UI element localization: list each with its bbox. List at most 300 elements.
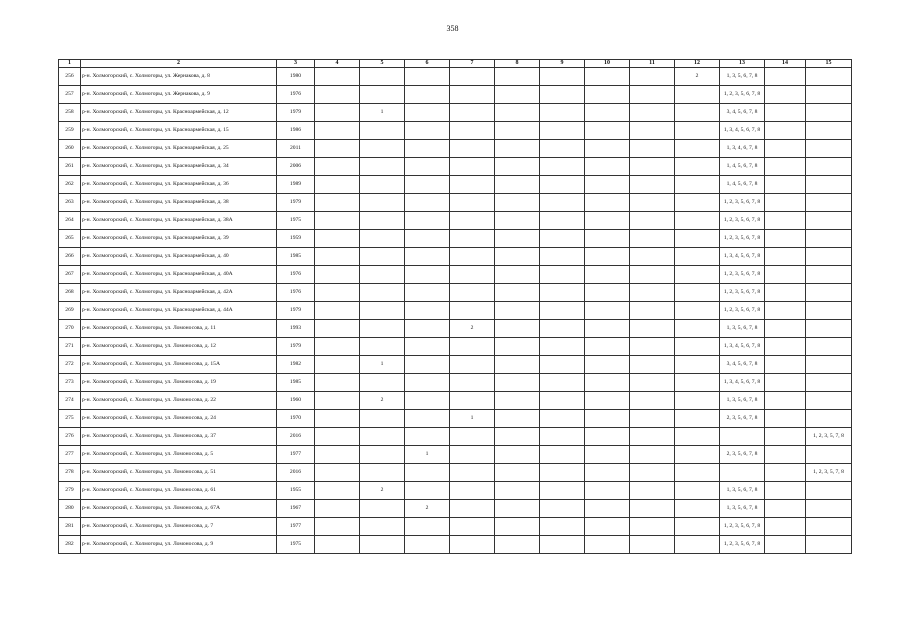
col8-cell <box>495 212 540 230</box>
col4-cell <box>315 194 360 212</box>
col12-cell <box>675 392 720 410</box>
column-header-10: 10 <box>585 60 630 68</box>
address-cell: р-н. Холмогорский, с. Холмогоры, ул. Красноармейская, д. 42А <box>81 284 277 302</box>
row-number: 257 <box>59 86 81 104</box>
col13-cell: 1, 3, 5, 6, 7, 8 <box>720 392 765 410</box>
col11-cell <box>630 212 675 230</box>
row-number: 262 <box>59 176 81 194</box>
col14-cell <box>765 248 806 266</box>
row-number: 261 <box>59 158 81 176</box>
col8-cell <box>495 410 540 428</box>
year-cell: 1989 <box>277 176 315 194</box>
col12-cell <box>675 230 720 248</box>
col13-cell <box>720 428 765 446</box>
col14-cell <box>765 176 806 194</box>
table-row <box>59 392 852 410</box>
address-cell: р-н. Холмогорский, с. Холмогоры, ул. Ломоносова, д. 51 <box>81 464 277 482</box>
col12-cell <box>675 428 720 446</box>
col11-cell <box>630 194 675 212</box>
year-cell: 2011 <box>277 140 315 158</box>
col4-cell <box>315 446 360 464</box>
col12-cell <box>675 158 720 176</box>
col10-cell <box>585 374 630 392</box>
col9-cell <box>540 230 585 248</box>
col12-cell <box>675 302 720 320</box>
col10-cell <box>585 446 630 464</box>
address-cell: р-н. Холмогорский, с. Холмогоры, ул. Ломоносова, д. 12 <box>81 338 277 356</box>
row-number: 273 <box>59 374 81 392</box>
col4-cell <box>315 320 360 338</box>
col8-cell <box>495 518 540 536</box>
col12-cell <box>675 482 720 500</box>
col15-cell <box>806 140 852 158</box>
year-cell: 1967 <box>277 500 315 518</box>
col8-cell <box>495 320 540 338</box>
col15-cell <box>806 68 852 86</box>
table-row <box>59 176 852 194</box>
col6-cell <box>405 464 450 482</box>
table-row <box>59 86 852 104</box>
col15-cell <box>806 284 852 302</box>
col8-cell <box>495 464 540 482</box>
col13-cell: 1, 3, 4, 6, 7, 8 <box>720 140 765 158</box>
col11-cell <box>630 284 675 302</box>
col11-cell <box>630 410 675 428</box>
col7-cell <box>450 176 495 194</box>
col8-cell <box>495 374 540 392</box>
address-cell: р-н. Холмогорский, с. Холмогоры, ул. Ломоносова, д. 9 <box>81 536 277 554</box>
col9-cell <box>540 356 585 374</box>
year-cell: 1975 <box>277 536 315 554</box>
col7-cell <box>450 338 495 356</box>
year-cell: 1979 <box>277 194 315 212</box>
col5-cell <box>360 374 405 392</box>
row-number: 279 <box>59 482 81 500</box>
col13-cell: 1, 3, 5, 6, 7, 8 <box>720 68 765 86</box>
col10-cell <box>585 356 630 374</box>
col4-cell <box>315 266 360 284</box>
col7-cell <box>450 374 495 392</box>
column-header-2: 2 <box>81 60 277 68</box>
col11-cell <box>630 482 675 500</box>
table-row <box>59 518 852 536</box>
col6-cell <box>405 374 450 392</box>
address-cell: р-н. Холмогорский, с. Холмогоры, ул. Красноармейская, д. 25 <box>81 140 277 158</box>
col11-cell <box>630 248 675 266</box>
col5-cell <box>360 122 405 140</box>
col14-cell <box>765 518 806 536</box>
row-number: 278 <box>59 464 81 482</box>
col12-cell <box>675 320 720 338</box>
col13-cell: 1, 3, 4, 5, 6, 7, 8 <box>720 338 765 356</box>
row-number: 277 <box>59 446 81 464</box>
col12-cell <box>675 122 720 140</box>
page-number: 358 <box>446 24 459 33</box>
row-number: 268 <box>59 284 81 302</box>
col9-cell <box>540 68 585 86</box>
col10-cell <box>585 212 630 230</box>
col15-cell <box>806 212 852 230</box>
col13-cell: 1, 2, 3, 5, 6, 7, 8 <box>720 266 765 284</box>
col7-cell <box>450 518 495 536</box>
col9-cell <box>540 410 585 428</box>
col12-cell <box>675 518 720 536</box>
col6-cell <box>405 158 450 176</box>
col6-cell <box>405 392 450 410</box>
row-number: 260 <box>59 140 81 158</box>
col6-cell <box>405 104 450 122</box>
address-cell: р-н. Холмогорский, с. Холмогоры, ул. Ломоносова, д. 67А <box>81 500 277 518</box>
address-cell: р-н. Холмогорский, с. Холмогоры, ул. Красноармейская, д. 12 <box>81 104 277 122</box>
address-cell: р-н. Холмогорский, с. Холмогоры, ул. Ломоносова, д. 19 <box>81 374 277 392</box>
address-cell: р-н. Холмогорский, с. Холмогоры, ул. Красноармейская, д. 44А <box>81 302 277 320</box>
col11-cell <box>630 374 675 392</box>
col8-cell <box>495 428 540 446</box>
col13-cell: 1, 3, 4, 5, 6, 7, 8 <box>720 374 765 392</box>
col9-cell <box>540 428 585 446</box>
col14-cell <box>765 374 806 392</box>
col8-cell <box>495 392 540 410</box>
row-number: 276 <box>59 428 81 446</box>
col12-cell <box>675 86 720 104</box>
col5-cell <box>360 464 405 482</box>
col11-cell <box>630 86 675 104</box>
col13-cell: 1, 3, 5, 6, 7, 8 <box>720 320 765 338</box>
col15-cell <box>806 536 852 554</box>
col15-cell <box>806 248 852 266</box>
table-row <box>59 284 852 302</box>
col9-cell <box>540 194 585 212</box>
col14-cell <box>765 212 806 230</box>
col6-cell <box>405 212 450 230</box>
col6-cell <box>405 482 450 500</box>
col15-cell <box>806 518 852 536</box>
col6-cell <box>405 338 450 356</box>
col10-cell <box>585 86 630 104</box>
col9-cell <box>540 392 585 410</box>
table-row <box>59 500 852 518</box>
col8-cell <box>495 248 540 266</box>
col4-cell <box>315 140 360 158</box>
col10-cell <box>585 428 630 446</box>
table-row <box>59 302 852 320</box>
table-row <box>59 374 852 392</box>
table-row <box>59 338 852 356</box>
year-cell: 2016 <box>277 428 315 446</box>
col13-cell: 1, 2, 3, 5, 6, 7, 8 <box>720 536 765 554</box>
col4-cell <box>315 284 360 302</box>
col5-cell <box>360 302 405 320</box>
col14-cell <box>765 356 806 374</box>
row-number: 282 <box>59 536 81 554</box>
year-cell: 1976 <box>277 86 315 104</box>
col14-cell <box>765 482 806 500</box>
column-header-9: 9 <box>540 60 585 68</box>
table-row <box>59 356 852 374</box>
col7-cell <box>450 104 495 122</box>
table-row <box>59 194 852 212</box>
row-number: 271 <box>59 338 81 356</box>
col7-cell: 1 <box>450 410 495 428</box>
row-number: 275 <box>59 410 81 428</box>
col13-cell: 1, 3, 5, 6, 7, 8 <box>720 500 765 518</box>
col10-cell <box>585 194 630 212</box>
col7-cell <box>450 536 495 554</box>
col9-cell <box>540 86 585 104</box>
col11-cell <box>630 176 675 194</box>
col11-cell <box>630 536 675 554</box>
col14-cell <box>765 320 806 338</box>
address-cell: р-н. Холмогорский, с. Холмогоры, ул. Красноармейская, д. 39 <box>81 230 277 248</box>
row-number: 272 <box>59 356 81 374</box>
column-header-3: 3 <box>277 60 315 68</box>
col5-cell <box>360 140 405 158</box>
col4-cell <box>315 536 360 554</box>
col4-cell <box>315 428 360 446</box>
col9-cell <box>540 536 585 554</box>
col5-cell: 1 <box>360 104 405 122</box>
col5-cell: 2 <box>360 482 405 500</box>
col6-cell <box>405 122 450 140</box>
row-number: 256 <box>59 68 81 86</box>
col12-cell <box>675 104 720 122</box>
col12-cell <box>675 446 720 464</box>
year-cell: 1980 <box>277 68 315 86</box>
col13-cell: 1, 2, 3, 5, 6, 7, 8 <box>720 194 765 212</box>
col11-cell <box>630 302 675 320</box>
col12-cell <box>675 356 720 374</box>
col5-cell <box>360 176 405 194</box>
col11-cell <box>630 428 675 446</box>
col13-cell: 1, 3, 4, 5, 6, 7, 8 <box>720 248 765 266</box>
column-header-5: 5 <box>360 60 405 68</box>
table-row <box>59 68 852 86</box>
col14-cell <box>765 338 806 356</box>
col10-cell <box>585 482 630 500</box>
col13-cell: 1, 2, 3, 5, 6, 7, 8 <box>720 302 765 320</box>
col8-cell <box>495 176 540 194</box>
address-cell: р-н. Холмогорский, с. Холмогоры, ул. Ломоносова, д. 7 <box>81 518 277 536</box>
address-cell: р-н. Холмогорский, с. Холмогоры, ул. Жернакова, д. 8 <box>81 68 277 86</box>
address-cell: р-н. Холмогорский, с. Холмогоры, ул. Ломоносова, д. 15А <box>81 356 277 374</box>
col8-cell <box>495 338 540 356</box>
col10-cell <box>585 230 630 248</box>
col7-cell <box>450 428 495 446</box>
col10-cell <box>585 320 630 338</box>
col5-cell <box>360 500 405 518</box>
col4-cell <box>315 122 360 140</box>
year-cell: 1986 <box>277 122 315 140</box>
col4-cell <box>315 212 360 230</box>
col6-cell <box>405 428 450 446</box>
address-cell: р-н. Холмогорский, с. Холмогоры, ул. Красноармейская, д. 38А <box>81 212 277 230</box>
col9-cell <box>540 374 585 392</box>
row-number: 265 <box>59 230 81 248</box>
col7-cell <box>450 464 495 482</box>
col15-cell <box>806 122 852 140</box>
col14-cell <box>765 104 806 122</box>
col10-cell <box>585 410 630 428</box>
col7-cell <box>450 446 495 464</box>
col13-cell: 3, 4, 5, 6, 7, 8 <box>720 104 765 122</box>
col10-cell <box>585 536 630 554</box>
table-row <box>59 140 852 158</box>
col8-cell <box>495 68 540 86</box>
col10-cell <box>585 68 630 86</box>
col4-cell <box>315 104 360 122</box>
col5-cell <box>360 266 405 284</box>
col14-cell <box>765 428 806 446</box>
col13-cell: 1, 3, 5, 6, 7, 8 <box>720 482 765 500</box>
table-body <box>59 68 852 554</box>
col5-cell <box>360 428 405 446</box>
year-cell: 1976 <box>277 284 315 302</box>
col5-cell <box>360 212 405 230</box>
col15-cell <box>806 446 852 464</box>
address-cell: р-н. Холмогорский, с. Холмогоры, ул. Ломоносова, д. 24 <box>81 410 277 428</box>
col10-cell <box>585 104 630 122</box>
year-cell: 1975 <box>277 212 315 230</box>
row-number: 267 <box>59 266 81 284</box>
col8-cell <box>495 536 540 554</box>
row-number: 280 <box>59 500 81 518</box>
col5-cell <box>360 446 405 464</box>
row-number: 264 <box>59 212 81 230</box>
col11-cell <box>630 230 675 248</box>
col4-cell <box>315 176 360 194</box>
col4-cell <box>315 230 360 248</box>
col14-cell <box>765 410 806 428</box>
col8-cell <box>495 230 540 248</box>
col7-cell <box>450 86 495 104</box>
col11-cell <box>630 68 675 86</box>
col6-cell <box>405 230 450 248</box>
address-cell: р-н. Холмогорский, с. Холмогоры, ул. Красноармейская, д. 38 <box>81 194 277 212</box>
col7-cell <box>450 230 495 248</box>
col7-cell <box>450 248 495 266</box>
col11-cell <box>630 158 675 176</box>
col7-cell <box>450 500 495 518</box>
col12-cell <box>675 338 720 356</box>
col15-cell <box>806 176 852 194</box>
col4-cell <box>315 392 360 410</box>
col15-cell <box>806 500 852 518</box>
col7-cell <box>450 482 495 500</box>
table-row <box>59 536 852 554</box>
col5-cell <box>360 230 405 248</box>
col13-cell: 2, 3, 5, 6, 7, 8 <box>720 446 765 464</box>
table-row <box>59 230 852 248</box>
col7-cell <box>450 194 495 212</box>
col11-cell <box>630 122 675 140</box>
col7-cell <box>450 212 495 230</box>
col12-cell <box>675 140 720 158</box>
col10-cell <box>585 122 630 140</box>
column-header-12: 12 <box>675 60 720 68</box>
year-cell: 1979 <box>277 338 315 356</box>
table-row <box>59 248 852 266</box>
col9-cell <box>540 122 585 140</box>
col6-cell: 2 <box>405 500 450 518</box>
col8-cell <box>495 194 540 212</box>
col8-cell <box>495 122 540 140</box>
table-row <box>59 266 852 284</box>
row-number: 263 <box>59 194 81 212</box>
col11-cell <box>630 338 675 356</box>
col14-cell <box>765 500 806 518</box>
col15-cell <box>806 302 852 320</box>
col13-cell: 1, 2, 3, 5, 6, 7, 8 <box>720 284 765 302</box>
col15-cell: 1, 2, 3, 5, 7, 8 <box>806 464 852 482</box>
col14-cell <box>765 446 806 464</box>
col8-cell <box>495 446 540 464</box>
col6-cell <box>405 410 450 428</box>
col8-cell <box>495 500 540 518</box>
col4-cell <box>315 302 360 320</box>
table-row <box>59 212 852 230</box>
address-cell: р-н. Холмогорский, с. Холмогоры, ул. Красноармейская, д. 15 <box>81 122 277 140</box>
col13-cell: 2, 3, 5, 6, 7, 8 <box>720 410 765 428</box>
column-header-11: 11 <box>630 60 675 68</box>
col13-cell: 1, 2, 3, 5, 6, 7, 8 <box>720 230 765 248</box>
col5-cell <box>360 518 405 536</box>
col12-cell <box>675 536 720 554</box>
column-header-7: 7 <box>450 60 495 68</box>
col7-cell <box>450 266 495 284</box>
year-cell: 1977 <box>277 518 315 536</box>
row-number: 270 <box>59 320 81 338</box>
col13-cell: 1, 4, 5, 6, 7, 8 <box>720 158 765 176</box>
col10-cell <box>585 140 630 158</box>
table-row <box>59 428 852 446</box>
col11-cell <box>630 104 675 122</box>
col8-cell <box>495 158 540 176</box>
col14-cell <box>765 122 806 140</box>
col13-cell: 1, 3, 4, 5, 6, 7, 8 <box>720 122 765 140</box>
col11-cell <box>630 320 675 338</box>
col8-cell <box>495 86 540 104</box>
address-cell: р-н. Холмогорский, с. Холмогоры, ул. Ломоносова, д. 11 <box>81 320 277 338</box>
col7-cell <box>450 68 495 86</box>
col15-cell <box>806 230 852 248</box>
col12-cell <box>675 266 720 284</box>
col6-cell <box>405 194 450 212</box>
col7-cell <box>450 302 495 320</box>
col10-cell <box>585 464 630 482</box>
col9-cell <box>540 464 585 482</box>
year-cell: 1977 <box>277 446 315 464</box>
address-cell: р-н. Холмогорский, с. Холмогоры, ул. Ломоносова, д. 5 <box>81 446 277 464</box>
col4-cell <box>315 482 360 500</box>
col7-cell <box>450 392 495 410</box>
col14-cell <box>765 140 806 158</box>
column-header-13: 13 <box>720 60 765 68</box>
col5-cell: 2 <box>360 392 405 410</box>
col4-cell <box>315 464 360 482</box>
table-row <box>59 446 852 464</box>
col14-cell <box>765 392 806 410</box>
col14-cell <box>765 266 806 284</box>
row-number: 259 <box>59 122 81 140</box>
col5-cell <box>360 284 405 302</box>
col7-cell: 2 <box>450 320 495 338</box>
col10-cell <box>585 284 630 302</box>
col9-cell <box>540 176 585 194</box>
col8-cell <box>495 140 540 158</box>
col14-cell <box>765 86 806 104</box>
col6-cell <box>405 68 450 86</box>
col14-cell <box>765 158 806 176</box>
